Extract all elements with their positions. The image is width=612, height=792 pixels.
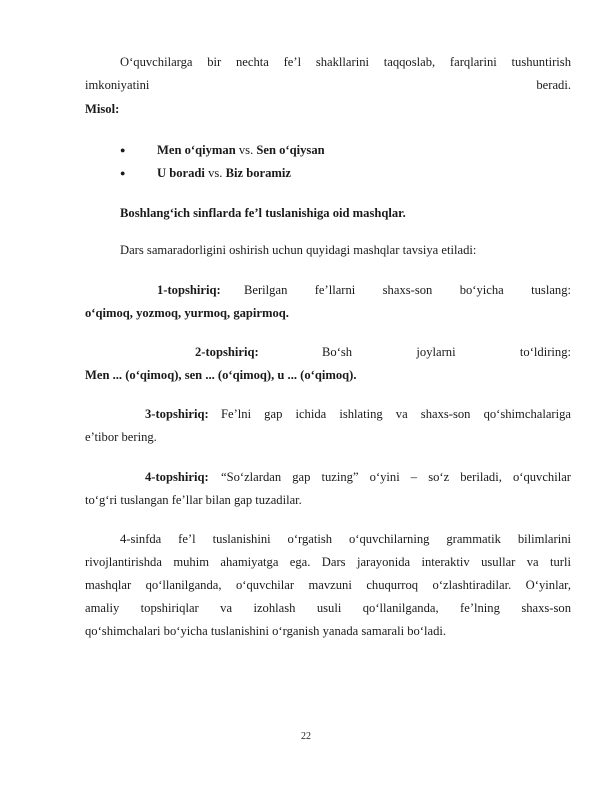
- bullet-icon: ●: [120, 168, 126, 178]
- intro-text: Dars samaradorligini oshirish uchun quyidagi mashqlar tavsiya etiladi:: [120, 243, 477, 257]
- list-item-vs: vs.: [235, 143, 257, 157]
- paragraph-line: mashqlar qo‘llanilganda, o‘quvchilar mavzuni chuqurroq o‘zlashtiradilar. O‘yinlar,: [85, 578, 571, 592]
- task-line: to‘g‘ri tuslangan fe’llar bilan gap tuzadilar.: [85, 493, 302, 507]
- paragraph-line: O‘quvchilarga bir nechta fe’l shakllarini taqqoslab, farqlarini tushuntirish: [120, 55, 571, 69]
- list-item: [157, 143, 557, 158]
- list-item-term: Biz boramiz: [225, 166, 291, 180]
- task-line: Men ... (o‘qimoq), sen ... (o‘qimoq), u ... (o‘qimoq).: [85, 368, 357, 382]
- paragraph-word: imkoniyatini: [85, 78, 150, 92]
- task-line: o‘qimoq, yozmoq, yurmoq, gapirmoq.: [85, 306, 289, 320]
- page-number: 22: [301, 731, 311, 742]
- task-line: [145, 470, 571, 485]
- section-heading: Boshlang‘ich sinflarda fe’l tuslanishiga oid mashqlar.: [120, 206, 406, 220]
- task-line: e’tibor bering.: [85, 430, 157, 444]
- task-text: Berilgan fe’llarni shaxs-son bo‘yicha tuslang:: [244, 283, 571, 297]
- task-line: [195, 345, 571, 360]
- task-line: [145, 407, 571, 422]
- task-label: 2-topshiriq:: [195, 345, 259, 359]
- task-text: Bo‘sh joylarni to‘ldiring:: [322, 345, 571, 359]
- task-label: 1-topshiriq:: [157, 283, 221, 297]
- example-label: Misol:: [85, 102, 120, 116]
- list-item-term: Sen o‘qiysan: [256, 143, 325, 157]
- paragraph-line: [85, 78, 571, 93]
- list-item-vs: vs.: [204, 166, 226, 180]
- task-label: 3-topshiriq:: [145, 407, 209, 421]
- paragraph-word: beradi.: [536, 78, 571, 92]
- list-item: [157, 166, 557, 181]
- task-text: “So‘zlardan gap tuzing” o‘yini – so‘z beriladi, o‘quvchilar: [221, 470, 571, 484]
- paragraph-line: qo‘shimchalari bo‘yicha tuslanishini o‘rganish yanada samarali bo‘ladi.: [85, 624, 447, 638]
- task-label: 4-topshiriq:: [145, 470, 209, 484]
- task-text: Fe’lni gap ichida ishlating va shaxs-son qo‘shimchalariga: [221, 407, 571, 421]
- list-item-term: U boradi: [157, 166, 205, 180]
- list-item-term: Men o‘qiyman: [157, 143, 236, 157]
- paragraph-line: rivojlantirishda muhim ahamiyatga ega. Dars jarayonida interaktiv usullar va turli: [85, 555, 571, 569]
- bullet-icon: ●: [120, 145, 126, 155]
- task-line: [157, 283, 571, 298]
- paragraph-line: 4-sinfda fe’l tuslanishini o‘rgatish o‘quvchilarning grammatik bilimlarini: [120, 532, 571, 546]
- paragraph-line: amaliy topshiriqlar va izohlash usuli qo‘llanilganda, fe’lning shaxs-son: [85, 601, 571, 615]
